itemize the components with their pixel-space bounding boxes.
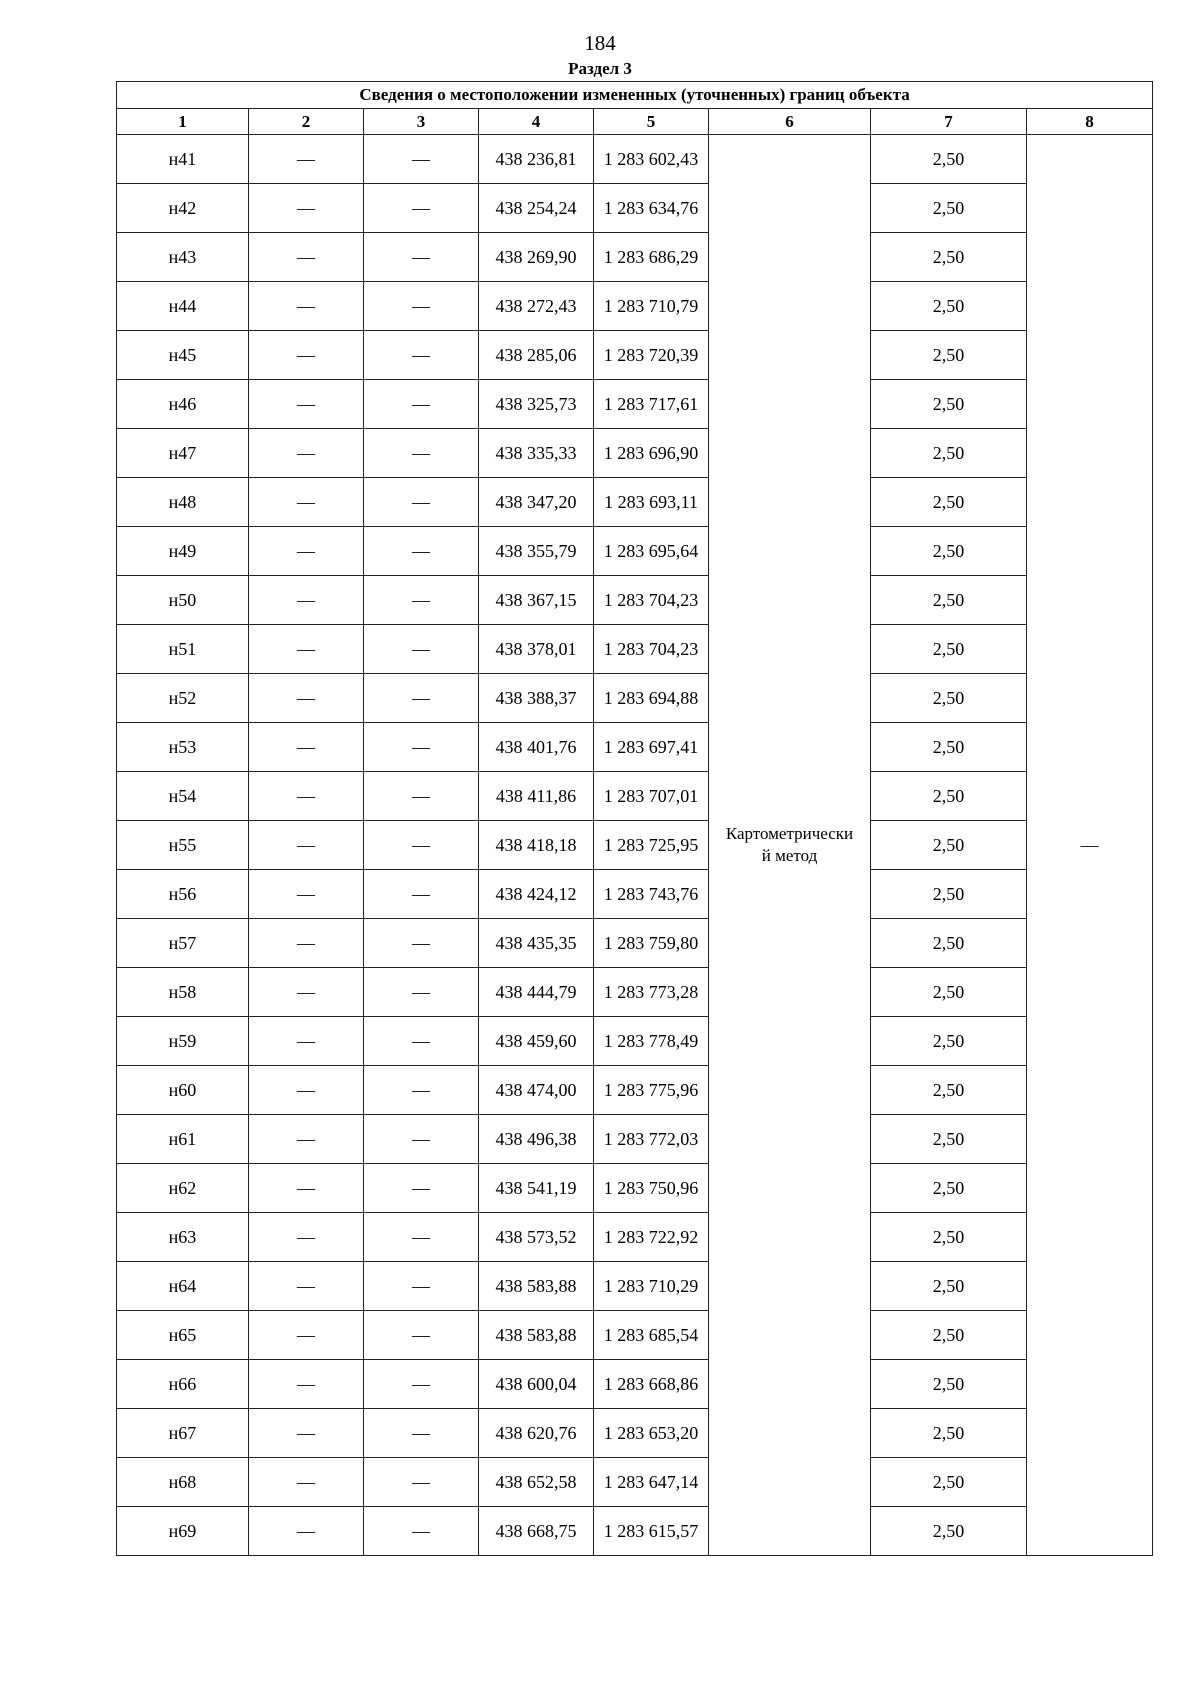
table-row xyxy=(117,1409,1153,1458)
col3-cell: — xyxy=(364,1066,479,1115)
coord-y-cell: 1 283 686,29 xyxy=(594,233,709,282)
table-row xyxy=(117,1017,1153,1066)
accuracy-cell: 2,50 xyxy=(871,1458,1027,1507)
col2-cell: — xyxy=(249,380,364,429)
coord-y-cell: 1 283 707,01 xyxy=(594,772,709,821)
col2-cell: — xyxy=(249,282,364,331)
col8-cell: — xyxy=(1027,135,1153,1556)
point-id-cell: н63 xyxy=(117,1213,249,1262)
accuracy-cell: 2,50 xyxy=(871,674,1027,723)
col2-cell: — xyxy=(249,135,364,184)
accuracy-cell: 2,50 xyxy=(871,576,1027,625)
col2-cell: — xyxy=(249,478,364,527)
coord-x-cell: 438 435,35 xyxy=(479,919,594,968)
point-id-cell: н43 xyxy=(117,233,249,282)
coord-y-cell: 1 283 743,76 xyxy=(594,870,709,919)
table-row xyxy=(117,527,1153,576)
coord-y-cell: 1 283 685,54 xyxy=(594,1311,709,1360)
table-row xyxy=(117,380,1153,429)
table-row xyxy=(117,478,1153,527)
coord-x-cell: 438 254,24 xyxy=(479,184,594,233)
point-id-cell: н54 xyxy=(117,772,249,821)
point-id-cell: н44 xyxy=(117,282,249,331)
coord-y-cell: 1 283 695,64 xyxy=(594,527,709,576)
col3-cell: — xyxy=(364,723,479,772)
table-row xyxy=(117,184,1153,233)
table-row xyxy=(117,870,1153,919)
col3-cell: — xyxy=(364,1164,479,1213)
col3-cell: — xyxy=(364,331,479,380)
point-id-cell: н60 xyxy=(117,1066,249,1115)
table-row xyxy=(117,1213,1153,1262)
point-id-cell: н67 xyxy=(117,1409,249,1458)
point-id-cell: н51 xyxy=(117,625,249,674)
col3-cell: — xyxy=(364,1360,479,1409)
coord-x-cell: 438 444,79 xyxy=(479,968,594,1017)
column-number-header: 6 xyxy=(709,109,871,135)
coord-y-cell: 1 283 704,23 xyxy=(594,576,709,625)
coord-x-cell: 438 474,00 xyxy=(479,1066,594,1115)
col2-cell: — xyxy=(249,576,364,625)
accuracy-cell: 2,50 xyxy=(871,184,1027,233)
accuracy-cell: 2,50 xyxy=(871,1164,1027,1213)
point-id-cell: н58 xyxy=(117,968,249,1017)
table-row xyxy=(117,723,1153,772)
point-id-cell: н68 xyxy=(117,1458,249,1507)
coord-y-cell: 1 283 704,23 xyxy=(594,625,709,674)
col3-cell: — xyxy=(364,282,479,331)
coord-x-cell: 438 285,06 xyxy=(479,331,594,380)
accuracy-cell: 2,50 xyxy=(871,233,1027,282)
col2-cell: — xyxy=(249,870,364,919)
accuracy-cell: 2,50 xyxy=(871,1409,1027,1458)
col3-cell: — xyxy=(364,1262,479,1311)
point-id-cell: н52 xyxy=(117,674,249,723)
coord-y-cell: 1 283 710,29 xyxy=(594,1262,709,1311)
col3-cell: — xyxy=(364,919,479,968)
table-row xyxy=(117,1164,1153,1213)
coord-x-cell: 438 367,15 xyxy=(479,576,594,625)
coord-x-cell: 438 272,43 xyxy=(479,282,594,331)
table-row xyxy=(117,1262,1153,1311)
col2-cell: — xyxy=(249,821,364,870)
coord-y-cell: 1 283 717,61 xyxy=(594,380,709,429)
table-caption: Сведения о местоположении измененных (уточненных) границ объекта xyxy=(117,82,1153,109)
coord-y-cell: 1 283 750,96 xyxy=(594,1164,709,1213)
coord-y-cell: 1 283 722,92 xyxy=(594,1213,709,1262)
column-number-header: 4 xyxy=(479,109,594,135)
point-id-cell: н49 xyxy=(117,527,249,576)
accuracy-cell: 2,50 xyxy=(871,282,1027,331)
accuracy-cell: 2,50 xyxy=(871,821,1027,870)
col3-cell: — xyxy=(364,135,479,184)
accuracy-cell: 2,50 xyxy=(871,625,1027,674)
col3-cell: — xyxy=(364,1311,479,1360)
coord-x-cell: 438 236,81 xyxy=(479,135,594,184)
col3-cell: — xyxy=(364,1213,479,1262)
accuracy-cell: 2,50 xyxy=(871,135,1027,184)
col2-cell: — xyxy=(249,1507,364,1556)
coord-x-cell: 438 541,19 xyxy=(479,1164,594,1213)
coord-x-cell: 438 325,73 xyxy=(479,380,594,429)
point-id-cell: н41 xyxy=(117,135,249,184)
col3-cell: — xyxy=(364,1017,479,1066)
accuracy-cell: 2,50 xyxy=(871,723,1027,772)
point-id-cell: н47 xyxy=(117,429,249,478)
table-row xyxy=(117,919,1153,968)
col2-cell: — xyxy=(249,1409,364,1458)
accuracy-cell: 2,50 xyxy=(871,429,1027,478)
coord-x-cell: 438 573,52 xyxy=(479,1213,594,1262)
table-row xyxy=(117,772,1153,821)
table-body xyxy=(117,135,1153,1556)
coord-y-cell: 1 283 772,03 xyxy=(594,1115,709,1164)
point-id-cell: н66 xyxy=(117,1360,249,1409)
coord-x-cell: 438 600,04 xyxy=(479,1360,594,1409)
accuracy-cell: 2,50 xyxy=(871,1066,1027,1115)
col3-cell: — xyxy=(364,233,479,282)
column-number-header: 1 xyxy=(117,109,249,135)
col3-cell: — xyxy=(364,1458,479,1507)
table-row xyxy=(117,674,1153,723)
table-row xyxy=(117,1066,1153,1115)
coord-x-cell: 438 355,79 xyxy=(479,527,594,576)
coord-y-cell: 1 283 647,14 xyxy=(594,1458,709,1507)
coord-x-cell: 438 496,38 xyxy=(479,1115,594,1164)
accuracy-cell: 2,50 xyxy=(871,1213,1027,1262)
col3-cell: — xyxy=(364,1507,479,1556)
column-number-row xyxy=(117,109,1153,135)
accuracy-cell: 2,50 xyxy=(871,870,1027,919)
table-row xyxy=(117,1458,1153,1507)
coord-y-cell: 1 283 778,49 xyxy=(594,1017,709,1066)
table-row xyxy=(117,1311,1153,1360)
coord-y-cell: 1 283 720,39 xyxy=(594,331,709,380)
accuracy-cell: 2,50 xyxy=(871,478,1027,527)
col2-cell: — xyxy=(249,1017,364,1066)
col2-cell: — xyxy=(249,919,364,968)
point-id-cell: н42 xyxy=(117,184,249,233)
coord-x-cell: 438 424,12 xyxy=(479,870,594,919)
accuracy-cell: 2,50 xyxy=(871,331,1027,380)
point-id-cell: н46 xyxy=(117,380,249,429)
page-number: 184 xyxy=(584,31,616,55)
point-id-cell: н45 xyxy=(117,331,249,380)
table-row xyxy=(117,282,1153,331)
coord-x-cell: 438 418,18 xyxy=(479,821,594,870)
col2-cell: — xyxy=(249,429,364,478)
point-id-cell: н50 xyxy=(117,576,249,625)
accuracy-cell: 2,50 xyxy=(871,1262,1027,1311)
coord-x-cell: 438 401,76 xyxy=(479,723,594,772)
point-id-cell: н64 xyxy=(117,1262,249,1311)
col2-cell: — xyxy=(249,527,364,576)
coord-x-cell: 438 378,01 xyxy=(479,625,594,674)
point-id-cell: н55 xyxy=(117,821,249,870)
coord-y-cell: 1 283 710,79 xyxy=(594,282,709,331)
table-row xyxy=(117,625,1153,674)
coord-y-cell: 1 283 773,28 xyxy=(594,968,709,1017)
col3-cell: — xyxy=(364,674,479,723)
table-row xyxy=(117,1360,1153,1409)
coord-y-cell: 1 283 694,88 xyxy=(594,674,709,723)
col2-cell: — xyxy=(249,1458,364,1507)
method-cell xyxy=(709,135,871,1556)
point-id-cell: н56 xyxy=(117,870,249,919)
coord-y-cell: 1 283 634,76 xyxy=(594,184,709,233)
point-id-cell: н65 xyxy=(117,1311,249,1360)
col2-cell: — xyxy=(249,1213,364,1262)
coord-x-cell: 438 347,20 xyxy=(479,478,594,527)
col3-cell: — xyxy=(364,968,479,1017)
accuracy-cell: 2,50 xyxy=(871,1017,1027,1066)
col3-cell: — xyxy=(364,429,479,478)
boundary-coordinates-table xyxy=(116,81,1153,1556)
point-id-cell: н53 xyxy=(117,723,249,772)
accuracy-cell: 2,50 xyxy=(871,968,1027,1017)
col2-cell: — xyxy=(249,1115,364,1164)
col3-cell: — xyxy=(364,478,479,527)
point-id-cell: н57 xyxy=(117,919,249,968)
point-id-cell: н48 xyxy=(117,478,249,527)
table-row xyxy=(117,821,1153,870)
table-row xyxy=(117,1115,1153,1164)
coord-y-cell: 1 283 693,11 xyxy=(594,478,709,527)
col3-cell: — xyxy=(364,625,479,674)
col2-cell: — xyxy=(249,772,364,821)
coord-y-cell: 1 283 725,95 xyxy=(594,821,709,870)
col3-cell: — xyxy=(364,380,479,429)
coord-x-cell: 438 411,86 xyxy=(479,772,594,821)
table-row xyxy=(117,233,1153,282)
coord-y-cell: 1 283 602,43 xyxy=(594,135,709,184)
coord-x-cell: 438 388,37 xyxy=(479,674,594,723)
table-row xyxy=(117,429,1153,478)
col2-cell: — xyxy=(249,1164,364,1213)
coord-x-cell: 438 668,75 xyxy=(479,1507,594,1556)
coord-y-cell: 1 283 696,90 xyxy=(594,429,709,478)
coord-y-cell: 1 283 668,86 xyxy=(594,1360,709,1409)
col2-cell: — xyxy=(249,184,364,233)
accuracy-cell: 2,50 xyxy=(871,1360,1027,1409)
col2-cell: — xyxy=(249,1360,364,1409)
col3-cell: — xyxy=(364,1409,479,1458)
coord-y-cell: 1 283 759,80 xyxy=(594,919,709,968)
method-text-line2: й метод xyxy=(761,846,818,865)
coord-x-cell: 438 269,90 xyxy=(479,233,594,282)
col3-cell: — xyxy=(364,576,479,625)
column-number-header: 3 xyxy=(364,109,479,135)
col2-cell: — xyxy=(249,968,364,1017)
point-id-cell: н69 xyxy=(117,1507,249,1556)
coord-y-cell: 1 283 775,96 xyxy=(594,1066,709,1115)
col3-cell: — xyxy=(364,184,479,233)
coord-y-cell: 1 283 697,41 xyxy=(594,723,709,772)
col2-cell: — xyxy=(249,723,364,772)
table-row xyxy=(117,331,1153,380)
col2-cell: — xyxy=(249,1311,364,1360)
col3-cell: — xyxy=(364,821,479,870)
col2-cell: — xyxy=(249,1262,364,1311)
col2-cell: — xyxy=(249,233,364,282)
column-number-header: 2 xyxy=(249,109,364,135)
accuracy-cell: 2,50 xyxy=(871,1115,1027,1164)
coord-y-cell: 1 283 615,57 xyxy=(594,1507,709,1556)
col2-cell: — xyxy=(249,1066,364,1115)
table-row xyxy=(117,1507,1153,1556)
table-caption-row xyxy=(117,82,1153,109)
coord-x-cell: 438 583,88 xyxy=(479,1262,594,1311)
coord-x-cell: 438 583,88 xyxy=(479,1311,594,1360)
col2-cell: — xyxy=(249,331,364,380)
accuracy-cell: 2,50 xyxy=(871,1311,1027,1360)
point-id-cell: н59 xyxy=(117,1017,249,1066)
section-title: Раздел 3 xyxy=(568,59,632,78)
column-number-header: 5 xyxy=(594,109,709,135)
coord-y-cell: 1 283 653,20 xyxy=(594,1409,709,1458)
point-id-cell: н62 xyxy=(117,1164,249,1213)
method-text-line1: Картометрически xyxy=(725,824,854,843)
col3-cell: — xyxy=(364,870,479,919)
table-row xyxy=(117,968,1153,1017)
accuracy-cell: 2,50 xyxy=(871,1507,1027,1556)
col3-cell: — xyxy=(364,772,479,821)
table-row xyxy=(117,576,1153,625)
table-row xyxy=(117,135,1153,184)
col3-cell: — xyxy=(364,1115,479,1164)
col2-cell: — xyxy=(249,625,364,674)
coord-x-cell: 438 652,58 xyxy=(479,1458,594,1507)
accuracy-cell: 2,50 xyxy=(871,772,1027,821)
coord-x-cell: 438 620,76 xyxy=(479,1409,594,1458)
point-id-cell: н61 xyxy=(117,1115,249,1164)
col2-cell: — xyxy=(249,674,364,723)
accuracy-cell: 2,50 xyxy=(871,527,1027,576)
accuracy-cell: 2,50 xyxy=(871,919,1027,968)
accuracy-cell: 2,50 xyxy=(871,380,1027,429)
coord-x-cell: 438 335,33 xyxy=(479,429,594,478)
column-number-header: 7 xyxy=(871,109,1027,135)
col3-cell: — xyxy=(364,527,479,576)
coord-x-cell: 438 459,60 xyxy=(479,1017,594,1066)
column-number-header: 8 xyxy=(1027,109,1153,135)
